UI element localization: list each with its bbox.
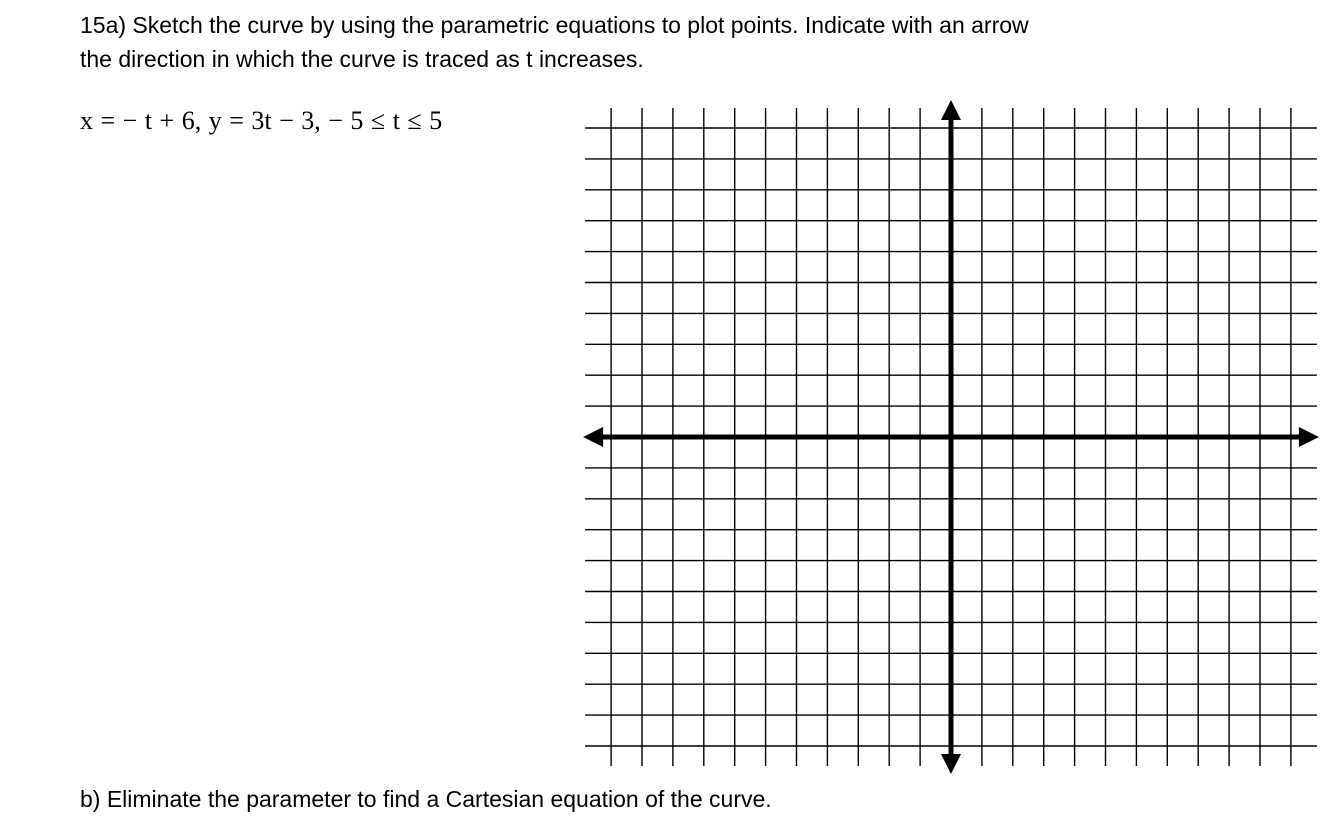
prompt-line-1: 15a) Sketch the curve by using the parametric equations to plot points. Indicate with an arrow <box>80 12 1029 38</box>
y-axis-down-arrow <box>941 754 961 774</box>
prompt-line-2: the direction in which the curve is traced as t increases. <box>80 46 644 72</box>
x-axis-left-arrow <box>583 427 603 447</box>
parametric-equations: x = − t + 6, y = 3t − 3, − 5 ≤ t ≤ 5 <box>80 106 443 135</box>
y-axis-up-arrow <box>941 100 961 120</box>
x-axis-right-arrow <box>1299 427 1319 447</box>
axes <box>583 100 1319 774</box>
part-b-prompt: b) Eliminate the parameter to find a Cartesian equation of the curve. <box>80 786 772 812</box>
